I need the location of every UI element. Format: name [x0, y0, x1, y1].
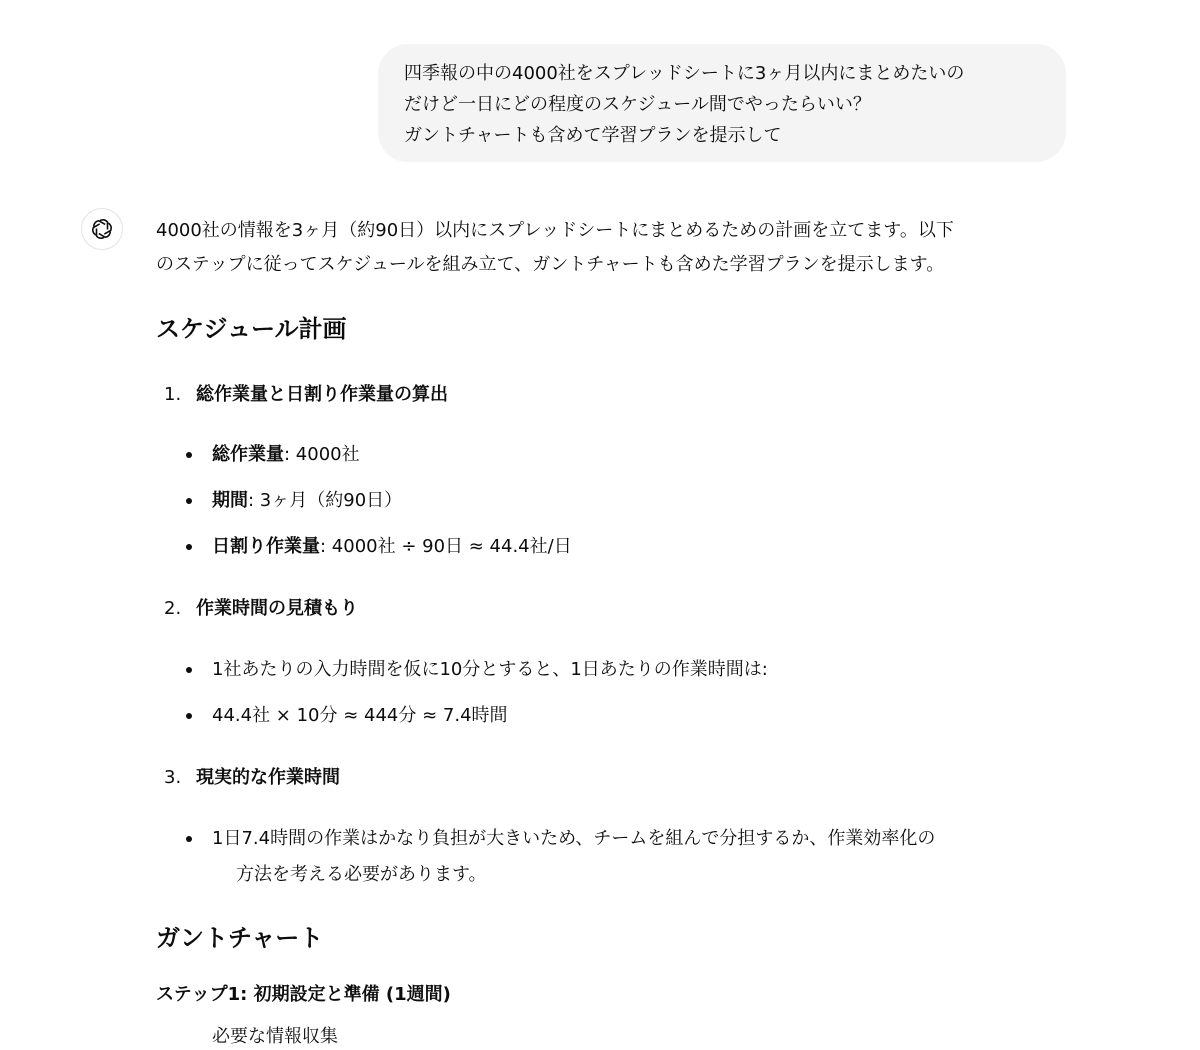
user-message-line: ガントチャートも含めて学習プランを提示して	[404, 125, 782, 146]
bullet-text: : 4000社 ÷ 90日 ≈ 44.4社/日	[320, 536, 572, 557]
assistant-message	[156, 214, 1066, 1047]
list-item-continuation: 方法を考える必要があります。	[236, 864, 487, 885]
item-title: 作業時間の見積もり	[196, 598, 358, 619]
numbered-item-1	[164, 382, 448, 408]
item-title: 総作業量と日割り作業量の算出	[196, 384, 448, 405]
user-message-line: 四季報の中の4000社をスプレッドシートに3ヶ月以内にまとめたいの	[404, 63, 965, 84]
bullet-bold-label: 日割り作業量	[212, 536, 320, 557]
bullet-text: 1日7.4時間の作業はかなり負担が大きいため、チームを組んで分担するか、作業効率化の	[212, 828, 936, 849]
openai-logo-icon	[90, 217, 114, 241]
intro-line: 4000社の情報を3ヶ月（約90日）以内にスプレッドシートにまとめるための計画を立てます。以下	[156, 220, 954, 241]
list-item	[212, 822, 935, 856]
bullet-text: : 4000社	[284, 444, 360, 465]
bullet-bold-label: 期間	[212, 490, 248, 511]
user-message-bubble	[378, 44, 1066, 162]
section-heading-schedule: スケジュール計画	[156, 315, 347, 343]
step-heading: ステップ1: 初期設定と準備 (1週間)	[156, 984, 451, 1005]
list-item	[212, 484, 402, 518]
list-item-cutoff: 必要な情報収集	[212, 1026, 338, 1047]
intro-line: のステップに従ってスケジュールを組み立て、ガントチャートも含めた学習プランを提示します。	[156, 254, 945, 275]
user-message-line: だけど一日にどの程度のスケジュール間でやったらいい？	[404, 94, 871, 115]
item-title: 現実的な作業時間	[196, 767, 340, 788]
assistant-avatar	[81, 208, 123, 250]
bullet-text: 44.4社 × 10分 ≈ 444分 ≈ 7.4時間	[212, 705, 508, 726]
section-heading-gantt: ガントチャート	[156, 924, 324, 952]
list-item	[212, 699, 508, 733]
numbered-item-3	[164, 765, 340, 791]
list-item	[212, 438, 360, 472]
item-number: 3.	[164, 767, 182, 788]
item-number: 1.	[164, 384, 182, 405]
assistant-intro	[156, 214, 1066, 282]
numbered-item-2	[164, 596, 358, 622]
item-number: 2.	[164, 598, 182, 619]
list-item	[212, 530, 572, 564]
list-item	[212, 653, 768, 687]
bullet-text: 1社あたりの入力時間を仮に10分とすると、1日あたりの作業時間は:	[212, 659, 768, 680]
bullet-bold-label: 総作業量	[212, 444, 284, 465]
bullet-text: : 3ヶ月（約90日）	[248, 490, 403, 511]
